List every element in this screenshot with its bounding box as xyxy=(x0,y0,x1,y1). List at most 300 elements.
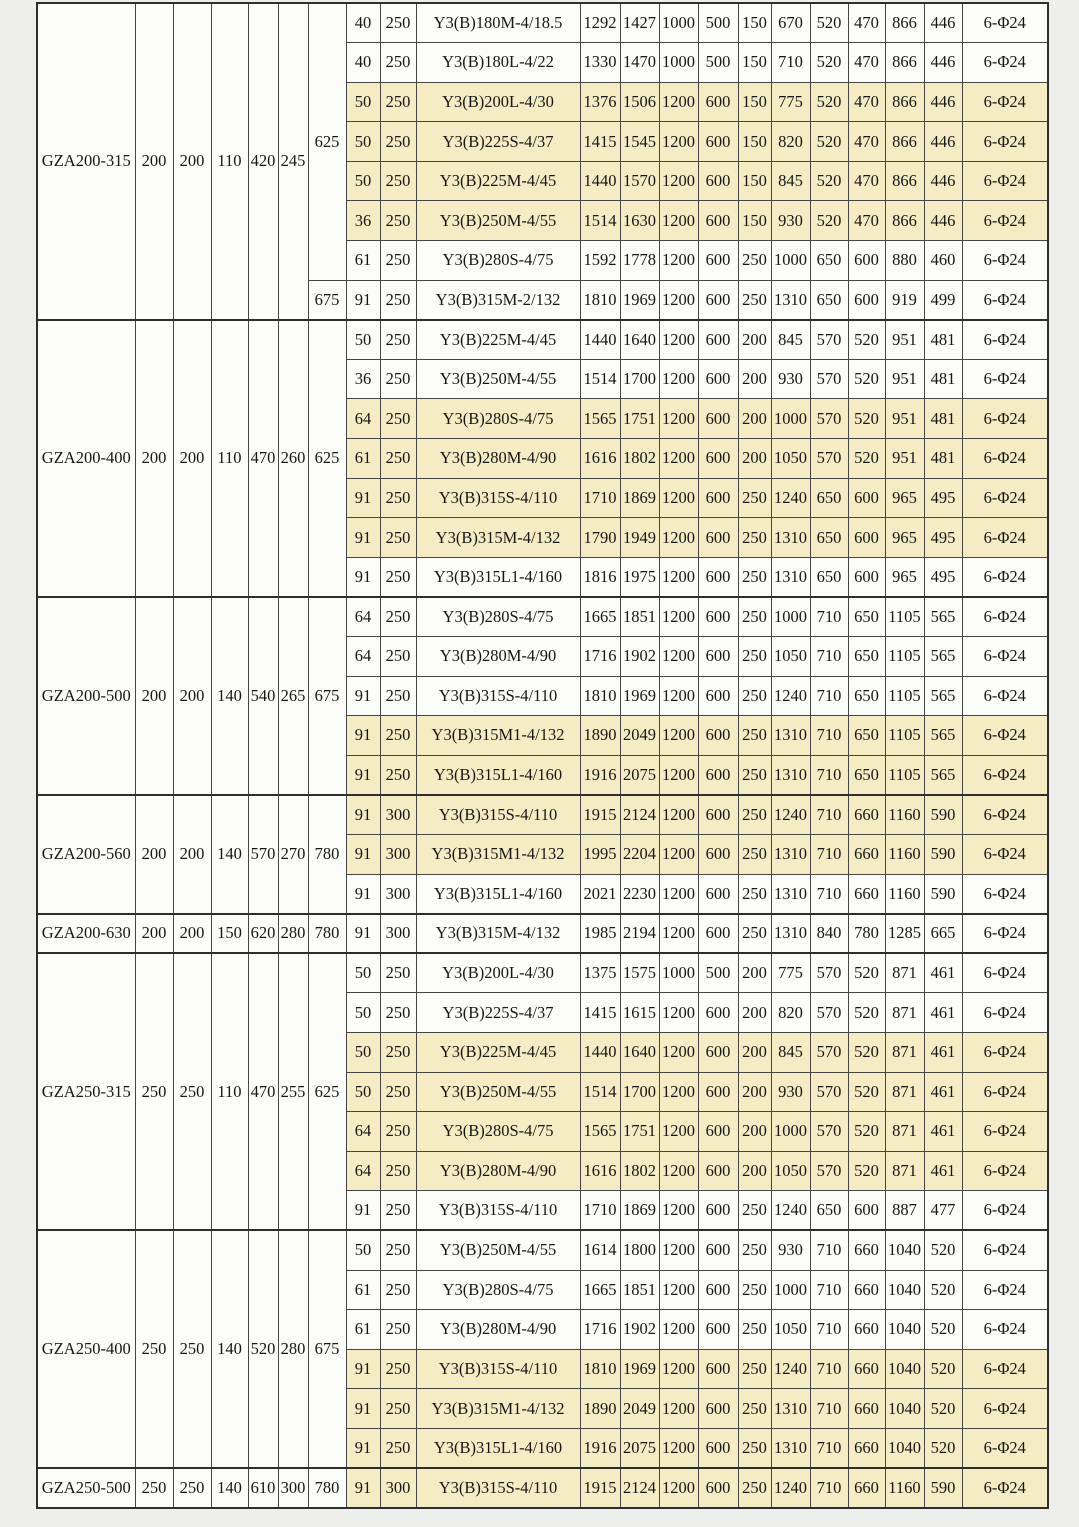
flange-holes-cell: 6-Φ24 xyxy=(962,953,1048,993)
value-cell: 930 xyxy=(771,359,810,399)
value-cell: 1710 xyxy=(580,478,620,518)
motor-model-cell: Y3(B)315S-4/110 xyxy=(416,478,580,518)
dim-cell: 200 xyxy=(135,795,173,914)
value-cell: 200 xyxy=(738,399,771,439)
value-cell: 660 xyxy=(848,1428,885,1468)
value-cell: 1200 xyxy=(659,399,698,439)
value-cell: 600 xyxy=(698,518,738,558)
value-cell: 600 xyxy=(698,874,738,914)
motor-model-cell: Y3(B)315M1-4/132 xyxy=(416,1389,580,1429)
value-cell: 600 xyxy=(848,518,885,558)
value-cell: 1040 xyxy=(885,1270,924,1310)
dim-cell: 470 xyxy=(248,953,278,1230)
value-cell: 710 xyxy=(810,1310,848,1350)
table-row xyxy=(37,1230,1048,1270)
flange-holes-cell: 6-Φ24 xyxy=(962,1349,1048,1389)
value-cell: 40 xyxy=(346,3,380,43)
value-cell: 250 xyxy=(380,1428,416,1468)
dim-cell: 540 xyxy=(248,597,278,795)
value-cell: 1040 xyxy=(885,1230,924,1270)
motor-model-cell: Y3(B)315L1-4/160 xyxy=(416,755,580,795)
dim-cell: 140 xyxy=(211,1468,248,1508)
value-cell: 650 xyxy=(810,280,848,320)
flange-holes-cell: 6-Φ24 xyxy=(962,676,1048,716)
value-cell: 1310 xyxy=(771,914,810,954)
value-cell: 91 xyxy=(346,834,380,874)
value-cell: 570 xyxy=(810,320,848,360)
value-cell: 600 xyxy=(698,399,738,439)
value-cell: 570 xyxy=(810,1072,848,1112)
table-row xyxy=(37,597,1048,637)
value-cell: 150 xyxy=(738,122,771,162)
flange-holes-cell: 6-Φ24 xyxy=(962,993,1048,1033)
value-cell: 250 xyxy=(380,1112,416,1152)
value-cell: 91 xyxy=(346,1349,380,1389)
value-cell: 1200 xyxy=(659,320,698,360)
value-cell: 660 xyxy=(848,795,885,835)
value-cell: 1040 xyxy=(885,1310,924,1350)
motor-model-cell: Y3(B)225S-4/37 xyxy=(416,122,580,162)
value-cell: 250 xyxy=(738,1270,771,1310)
value-cell: 2049 xyxy=(620,1389,659,1429)
value-cell: 250 xyxy=(738,1191,771,1231)
value-cell: 50 xyxy=(346,82,380,122)
value-cell: 710 xyxy=(810,874,848,914)
value-cell: 780 xyxy=(848,914,885,954)
value-cell: 600 xyxy=(698,478,738,518)
flange-holes-cell: 6-Φ24 xyxy=(962,320,1048,360)
dim-cell: 570 xyxy=(248,795,278,914)
value-cell: 930 xyxy=(771,1072,810,1112)
value-cell: 1310 xyxy=(771,755,810,795)
dim-cell: 470 xyxy=(248,320,278,597)
flange-holes-cell: 6-Φ24 xyxy=(962,518,1048,558)
value-cell: 50 xyxy=(346,122,380,162)
value-cell: 1200 xyxy=(659,676,698,716)
dim-cell: 200 xyxy=(173,795,211,914)
value-cell: 1869 xyxy=(620,1191,659,1231)
value-cell: 250 xyxy=(380,1349,416,1389)
value-cell: 565 xyxy=(924,755,962,795)
value-cell: 64 xyxy=(346,1151,380,1191)
pump-model-cell: GZA250-315 xyxy=(37,953,135,1230)
value-cell: 600 xyxy=(698,241,738,281)
value-cell: 600 xyxy=(698,161,738,201)
dim-cell: 780 xyxy=(308,1468,346,1508)
value-cell: 866 xyxy=(885,3,924,43)
pump-model-cell: GZA250-400 xyxy=(37,1230,135,1468)
flange-holes-cell: 6-Φ24 xyxy=(962,1389,1048,1429)
value-cell: 50 xyxy=(346,161,380,201)
value-cell: 470 xyxy=(848,122,885,162)
dim-cell: 280 xyxy=(278,1230,308,1468)
value-cell: 665 xyxy=(924,914,962,954)
value-cell: 1200 xyxy=(659,518,698,558)
value-cell: 1200 xyxy=(659,82,698,122)
value-cell: 600 xyxy=(698,637,738,677)
value-cell: 250 xyxy=(380,478,416,518)
value-cell: 1200 xyxy=(659,834,698,874)
value-cell: 600 xyxy=(698,716,738,756)
value-cell: 930 xyxy=(771,201,810,241)
value-cell: 570 xyxy=(810,1151,848,1191)
value-cell: 600 xyxy=(698,122,738,162)
value-cell: 600 xyxy=(698,1191,738,1231)
value-cell: 570 xyxy=(810,1112,848,1152)
value-cell: 1000 xyxy=(771,1270,810,1310)
value-cell: 1427 xyxy=(620,3,659,43)
value-cell: 1630 xyxy=(620,201,659,241)
value-cell: 871 xyxy=(885,993,924,1033)
value-cell: 495 xyxy=(924,518,962,558)
value-cell: 1105 xyxy=(885,755,924,795)
value-cell: 250 xyxy=(738,280,771,320)
value-cell: 470 xyxy=(848,43,885,83)
value-cell: 1376 xyxy=(580,82,620,122)
dim-cell: 110 xyxy=(211,3,248,320)
value-cell: 866 xyxy=(885,43,924,83)
value-cell: 481 xyxy=(924,359,962,399)
value-cell: 1969 xyxy=(620,1349,659,1389)
value-cell: 250 xyxy=(380,1230,416,1270)
value-cell: 520 xyxy=(848,1032,885,1072)
value-cell: 1200 xyxy=(659,874,698,914)
value-cell: 1716 xyxy=(580,637,620,677)
dim-cell: 675 xyxy=(308,1230,346,1468)
value-cell: 965 xyxy=(885,478,924,518)
dim-cell: 200 xyxy=(135,597,173,795)
value-cell: 570 xyxy=(810,399,848,439)
value-cell: 250 xyxy=(380,82,416,122)
pump-model-cell: GZA200-560 xyxy=(37,795,135,914)
value-cell: 250 xyxy=(380,280,416,320)
table-row xyxy=(37,3,1048,43)
value-cell: 1545 xyxy=(620,122,659,162)
table-row xyxy=(37,320,1048,360)
value-cell: 36 xyxy=(346,201,380,241)
value-cell: 1592 xyxy=(580,241,620,281)
value-cell: 1995 xyxy=(580,834,620,874)
value-cell: 590 xyxy=(924,795,962,835)
value-cell: 1200 xyxy=(659,280,698,320)
value-cell: 650 xyxy=(848,597,885,637)
table-row xyxy=(37,795,1048,835)
value-cell: 1700 xyxy=(620,1072,659,1112)
value-cell: 250 xyxy=(380,122,416,162)
value-cell: 520 xyxy=(848,359,885,399)
value-cell: 250 xyxy=(380,1270,416,1310)
value-cell: 600 xyxy=(698,1428,738,1468)
dim-cell: 110 xyxy=(211,320,248,597)
value-cell: 520 xyxy=(924,1389,962,1429)
value-cell: 1292 xyxy=(580,3,620,43)
value-cell: 520 xyxy=(924,1270,962,1310)
value-cell: 250 xyxy=(380,755,416,795)
value-cell: 250 xyxy=(738,1310,771,1350)
value-cell: 520 xyxy=(924,1428,962,1468)
value-cell: 660 xyxy=(848,1230,885,1270)
value-cell: 1240 xyxy=(771,676,810,716)
value-cell: 250 xyxy=(738,834,771,874)
dim-cell: 280 xyxy=(278,914,308,954)
value-cell: 1665 xyxy=(580,1270,620,1310)
value-cell: 250 xyxy=(380,1389,416,1429)
flange-holes-cell: 6-Φ24 xyxy=(962,399,1048,439)
value-cell: 250 xyxy=(738,755,771,795)
value-cell: 250 xyxy=(380,1072,416,1112)
value-cell: 520 xyxy=(810,3,848,43)
dim-cell: 245 xyxy=(278,3,308,320)
value-cell: 951 xyxy=(885,320,924,360)
value-cell: 150 xyxy=(738,161,771,201)
value-cell: 710 xyxy=(810,597,848,637)
flange-holes-cell: 6-Φ24 xyxy=(962,1112,1048,1152)
value-cell: 446 xyxy=(924,122,962,162)
value-cell: 951 xyxy=(885,359,924,399)
value-cell: 600 xyxy=(698,1072,738,1112)
value-cell: 570 xyxy=(810,1032,848,1072)
flange-holes-cell: 6-Φ24 xyxy=(962,755,1048,795)
value-cell: 1575 xyxy=(620,953,659,993)
value-cell: 91 xyxy=(346,676,380,716)
value-cell: 600 xyxy=(848,1191,885,1231)
value-cell: 200 xyxy=(738,1112,771,1152)
value-cell: 520 xyxy=(810,161,848,201)
value-cell: 590 xyxy=(924,874,962,914)
flange-holes-cell: 6-Φ24 xyxy=(962,1032,1048,1072)
dim-cell: 250 xyxy=(173,953,211,1230)
value-cell: 50 xyxy=(346,993,380,1033)
value-cell: 1665 xyxy=(580,597,620,637)
flange-holes-cell: 6-Φ24 xyxy=(962,280,1048,320)
value-cell: 2194 xyxy=(620,914,659,954)
value-cell: 565 xyxy=(924,637,962,677)
motor-model-cell: Y3(B)315S-4/110 xyxy=(416,1191,580,1231)
value-cell: 1640 xyxy=(620,1032,659,1072)
value-cell: 500 xyxy=(698,953,738,993)
value-cell: 1200 xyxy=(659,1032,698,1072)
value-cell: 520 xyxy=(848,320,885,360)
dim-cell: 520 xyxy=(248,1230,278,1468)
value-cell: 460 xyxy=(924,241,962,281)
value-cell: 61 xyxy=(346,1270,380,1310)
dim-cell: 255 xyxy=(278,953,308,1230)
value-cell: 951 xyxy=(885,439,924,479)
flange-holes-cell: 6-Φ24 xyxy=(962,439,1048,479)
motor-model-cell: Y3(B)280S-4/75 xyxy=(416,241,580,281)
flange-holes-cell: 6-Φ24 xyxy=(962,1230,1048,1270)
value-cell: 650 xyxy=(810,557,848,597)
value-cell: 600 xyxy=(848,557,885,597)
flange-holes-cell: 6-Φ24 xyxy=(962,874,1048,914)
value-cell: 520 xyxy=(924,1349,962,1389)
value-cell: 64 xyxy=(346,597,380,637)
value-cell: 650 xyxy=(848,755,885,795)
value-cell: 520 xyxy=(848,399,885,439)
value-cell: 1000 xyxy=(771,241,810,281)
value-cell: 1200 xyxy=(659,1270,698,1310)
value-cell: 1105 xyxy=(885,637,924,677)
value-cell: 965 xyxy=(885,518,924,558)
motor-model-cell: Y3(B)250M-4/55 xyxy=(416,1072,580,1112)
value-cell: 470 xyxy=(848,82,885,122)
value-cell: 660 xyxy=(848,1270,885,1310)
value-cell: 660 xyxy=(848,834,885,874)
value-cell: 1200 xyxy=(659,557,698,597)
dim-cell: 200 xyxy=(135,914,173,954)
dim-cell: 250 xyxy=(135,1468,173,1508)
value-cell: 1890 xyxy=(580,716,620,756)
value-cell: 1200 xyxy=(659,1072,698,1112)
value-cell: 250 xyxy=(738,716,771,756)
value-cell: 250 xyxy=(738,1389,771,1429)
value-cell: 50 xyxy=(346,953,380,993)
value-cell: 1200 xyxy=(659,716,698,756)
value-cell: 300 xyxy=(380,834,416,874)
dim-cell: 300 xyxy=(278,1468,308,1508)
value-cell: 570 xyxy=(810,439,848,479)
value-cell: 1000 xyxy=(659,43,698,83)
value-cell: 1200 xyxy=(659,241,698,281)
value-cell: 600 xyxy=(698,320,738,360)
value-cell: 470 xyxy=(848,161,885,201)
table-row xyxy=(37,953,1048,993)
value-cell: 710 xyxy=(810,1389,848,1429)
value-cell: 1915 xyxy=(580,795,620,835)
value-cell: 250 xyxy=(380,399,416,439)
value-cell: 1640 xyxy=(620,320,659,360)
value-cell: 660 xyxy=(848,1310,885,1350)
value-cell: 61 xyxy=(346,241,380,281)
value-cell: 61 xyxy=(346,439,380,479)
value-cell: 570 xyxy=(810,953,848,993)
value-cell: 477 xyxy=(924,1191,962,1231)
value-cell: 600 xyxy=(698,795,738,835)
value-cell: 919 xyxy=(885,280,924,320)
flange-holes-cell: 6-Φ24 xyxy=(962,3,1048,43)
motor-model-cell: Y3(B)200L-4/30 xyxy=(416,953,580,993)
value-cell: 1200 xyxy=(659,795,698,835)
flange-holes-cell: 6-Φ24 xyxy=(962,1428,1048,1468)
value-cell: 250 xyxy=(738,1230,771,1270)
value-cell: 250 xyxy=(738,795,771,835)
value-cell: 1310 xyxy=(771,716,810,756)
value-cell: 495 xyxy=(924,478,962,518)
value-cell: 1310 xyxy=(771,874,810,914)
dim-cell: 200 xyxy=(173,320,211,597)
value-cell: 461 xyxy=(924,953,962,993)
value-cell: 1310 xyxy=(771,1428,810,1468)
motor-model-cell: Y3(B)315S-4/110 xyxy=(416,795,580,835)
value-cell: 1565 xyxy=(580,399,620,439)
value-cell: 50 xyxy=(346,1230,380,1270)
value-cell: 600 xyxy=(698,1112,738,1152)
dim-cell: 250 xyxy=(173,1230,211,1468)
dim-cell: 150 xyxy=(211,914,248,954)
value-cell: 871 xyxy=(885,1072,924,1112)
dim-cell: 270 xyxy=(278,795,308,914)
value-cell: 200 xyxy=(738,359,771,399)
pump-model-cell: GZA200-315 xyxy=(37,3,135,320)
flange-holes-cell: 6-Φ24 xyxy=(962,1310,1048,1350)
value-cell: 36 xyxy=(346,359,380,399)
motor-model-cell: Y3(B)280S-4/75 xyxy=(416,597,580,637)
value-cell: 1200 xyxy=(659,1151,698,1191)
flange-holes-cell: 6-Φ24 xyxy=(962,1468,1048,1508)
motor-model-cell: Y3(B)200L-4/30 xyxy=(416,82,580,122)
value-cell: 600 xyxy=(698,201,738,241)
value-cell: 461 xyxy=(924,1151,962,1191)
value-cell: 250 xyxy=(380,953,416,993)
value-cell: 1616 xyxy=(580,1151,620,1191)
value-cell: 1710 xyxy=(580,1191,620,1231)
value-cell: 600 xyxy=(698,597,738,637)
value-cell: 499 xyxy=(924,280,962,320)
value-cell: 1240 xyxy=(771,1468,810,1508)
value-cell: 600 xyxy=(698,82,738,122)
motor-model-cell: Y3(B)225M-4/45 xyxy=(416,161,580,201)
value-cell: 481 xyxy=(924,320,962,360)
value-cell: 520 xyxy=(848,1112,885,1152)
value-cell: 1440 xyxy=(580,320,620,360)
value-cell: 250 xyxy=(380,439,416,479)
value-cell: 91 xyxy=(346,1428,380,1468)
value-cell: 871 xyxy=(885,1032,924,1072)
value-cell: 1200 xyxy=(659,439,698,479)
value-cell: 600 xyxy=(698,1230,738,1270)
motor-model-cell: Y3(B)280M-4/90 xyxy=(416,1151,580,1191)
value-cell: 1916 xyxy=(580,1428,620,1468)
value-cell: 1615 xyxy=(620,993,659,1033)
value-cell: 1200 xyxy=(659,1310,698,1350)
value-cell: 565 xyxy=(924,597,962,637)
value-cell: 64 xyxy=(346,1112,380,1152)
flange-holes-cell: 6-Φ24 xyxy=(962,359,1048,399)
value-cell: 871 xyxy=(885,1151,924,1191)
value-cell: 1506 xyxy=(620,82,659,122)
value-cell: 1915 xyxy=(580,1468,620,1508)
value-cell: 840 xyxy=(810,914,848,954)
value-cell: 250 xyxy=(380,43,416,83)
value-cell: 600 xyxy=(848,280,885,320)
value-cell: 2075 xyxy=(620,1428,659,1468)
value-cell: 1616 xyxy=(580,439,620,479)
value-cell: 250 xyxy=(380,1032,416,1072)
value-cell: 250 xyxy=(380,320,416,360)
value-cell: 866 xyxy=(885,201,924,241)
flange-holes-cell: 6-Φ24 xyxy=(962,637,1048,677)
value-cell: 1330 xyxy=(580,43,620,83)
value-cell: 600 xyxy=(698,1151,738,1191)
value-cell: 1240 xyxy=(771,1191,810,1231)
value-cell: 2049 xyxy=(620,716,659,756)
motor-model-cell: Y3(B)280M-4/90 xyxy=(416,439,580,479)
value-cell: 91 xyxy=(346,518,380,558)
value-cell: 200 xyxy=(738,993,771,1033)
value-cell: 880 xyxy=(885,241,924,281)
value-cell: 1902 xyxy=(620,637,659,677)
value-cell: 2124 xyxy=(620,795,659,835)
value-cell: 710 xyxy=(810,1349,848,1389)
value-cell: 250 xyxy=(738,478,771,518)
dim-cell: 625 xyxy=(308,320,346,597)
value-cell: 775 xyxy=(771,82,810,122)
value-cell: 461 xyxy=(924,1112,962,1152)
value-cell: 1790 xyxy=(580,518,620,558)
value-cell: 250 xyxy=(380,518,416,558)
value-cell: 200 xyxy=(738,953,771,993)
motor-model-cell: Y3(B)280S-4/75 xyxy=(416,1112,580,1152)
